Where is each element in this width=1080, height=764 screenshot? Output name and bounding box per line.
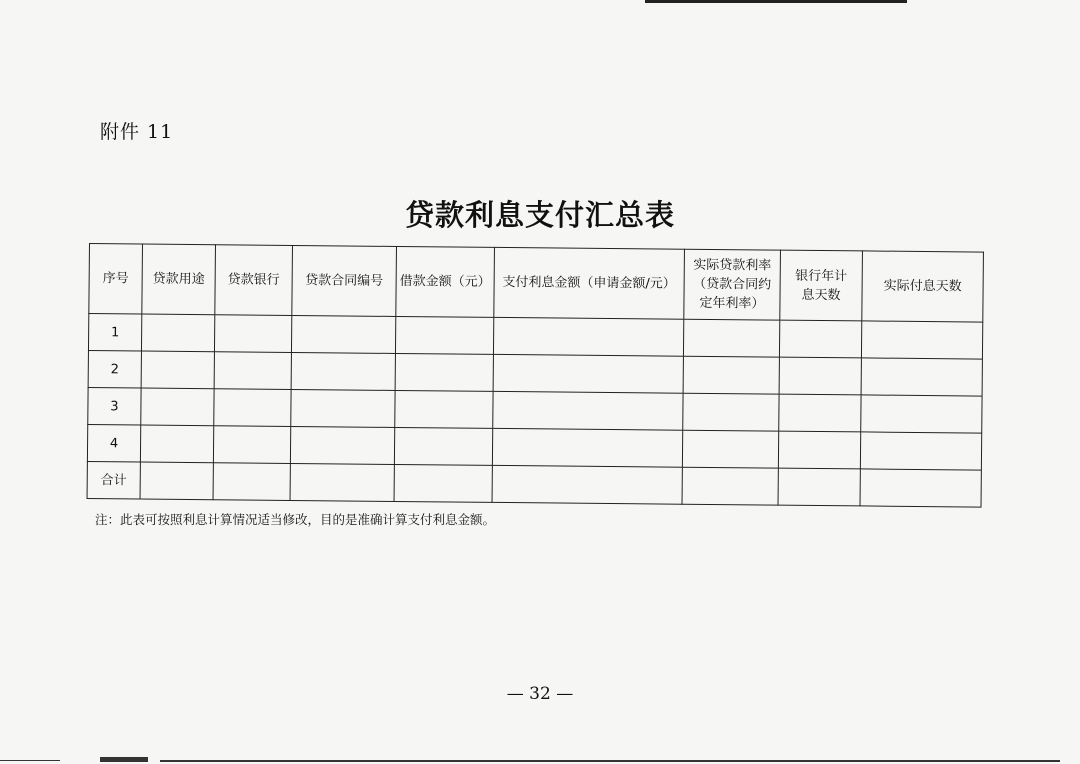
table-note: 注：此表可按照利息计算情况适当修改，目的是准确计算支付利息金额。 [95,512,496,527]
header-actual-rate-line-1: 实际贷款利率 [693,257,772,274]
table-cell [779,357,861,395]
header-bank-days [780,250,863,321]
table-cell [290,426,394,464]
page-number: — 32 — [506,684,574,704]
table-cell [291,315,395,353]
table-total-row [87,461,981,507]
table-header-row [89,244,984,323]
scan-artifact-bottom [0,757,1080,764]
table-cell [682,467,778,505]
table-cell [492,428,682,467]
table-cell [140,425,213,463]
header-bank-days-line-2: 息天数 [801,287,841,303]
table-cell [778,468,860,506]
table-cell [290,463,394,501]
scan-artifact-segment [0,760,60,761]
table-cell [493,391,683,430]
table-cell [291,389,395,427]
header-contract-number: 贷款合同编号 [292,245,397,316]
header-loan-bank: 贷款银行 [215,245,293,316]
header-actual-rate [684,249,781,320]
table-cell [394,464,492,502]
attachment-label: 附件 11 [100,121,174,143]
header-actual-days: 实际付息天数 [862,251,984,322]
header-serial-number: 序号 [89,244,143,315]
table-cell [683,356,779,394]
row-index: 4 [87,424,140,462]
table-cell [213,463,290,501]
table-cell [291,352,395,390]
table-cell [860,469,981,507]
table-cell [140,462,213,500]
table-cell [683,319,779,357]
table-cell [394,427,492,465]
page-title: 贷款利息支付汇总表 [404,198,675,232]
table-cell [861,395,982,433]
table-cell [141,351,214,389]
header-loan-amount: 借款金额（元） [396,246,495,317]
header-actual-rate-line-2: （贷款合同约 [693,276,772,293]
table-cell [861,358,982,396]
table-cell [682,430,778,468]
table-cell [779,320,861,358]
table-cell [213,426,290,464]
interest-summary-table [87,243,984,508]
table-cell [492,465,682,504]
table-cell [214,352,291,390]
header-interest-paid: 支付利息金额（申请金额/元） [494,247,685,319]
table-cell [493,354,683,393]
table-cell [395,316,493,354]
table-cell [214,389,291,427]
table-cell [141,388,214,426]
row-index: 3 [88,387,141,425]
table-cell [395,390,493,428]
table-cell [779,394,861,432]
scan-artifact-segment [100,757,148,762]
row-index: 2 [88,350,141,388]
table-cell [214,315,291,353]
table-cell [683,393,779,431]
table-cell [395,353,493,391]
table-cell [860,432,981,470]
table-cell [493,317,683,356]
table-cell [141,314,214,352]
table-cell [861,321,982,359]
row-index: 1 [88,314,141,352]
scan-artifact-segment [160,760,1060,762]
interest-summary-table-container [87,243,984,508]
header-bank-days-line-1: 银行年计 [795,268,848,284]
header-loan-purpose: 贷款用途 [142,244,216,315]
table-cell [778,431,860,469]
total-label: 合计 [87,461,140,499]
header-actual-rate-line-3: 定年利率） [699,295,765,312]
scan-artifact-top [645,0,907,3]
